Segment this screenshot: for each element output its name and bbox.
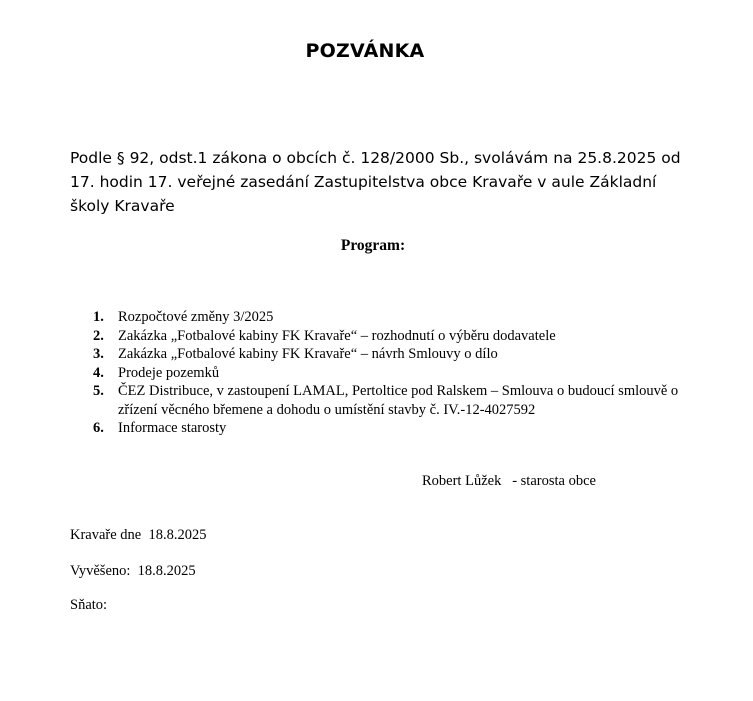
- agenda-item-number: 1.: [93, 309, 104, 325]
- invitation-intro: Podle § 92, odst.1 zákona o obcích č. 128/2000 Sb., svolávám na 25.8.2025 od 17. hodin 17. veřejné zasedání Zastupitelstva obce Kravaře v aule Základní školy Kravaře: [70, 149, 681, 215]
- agenda-item: [88, 382, 688, 419]
- agenda-item-number: 3.: [93, 346, 104, 362]
- agenda-item-number: 5.: [93, 383, 104, 399]
- agenda-item-text: ČEZ Distribuce, v zastoupení LAMAL, Pertoltice pod Ralskem – Smlouva o budoucí smlouvě o zřízení věcného břemene a dohodu o umístění stavby č. IV.-12-4027592: [118, 383, 679, 418]
- agenda-item-text: Prodeje pozemků: [118, 364, 220, 381]
- agenda-item-number: 2.: [93, 327, 104, 344]
- mayor-signature: Robert Lůžek - starosta obce: [422, 473, 596, 489]
- document-title: POZVÁNKA: [305, 40, 425, 62]
- posted-date: Vyvěšeno: 18.8.2025: [70, 563, 196, 579]
- agenda-item-number: 4.: [93, 364, 104, 381]
- agenda-item-text: Zakázka „Fotbalové kabiny FK Kravaře“ – návrh Smlouvy o dílo: [118, 346, 498, 362]
- agenda-item: [88, 327, 688, 346]
- program-heading: Program:: [340, 237, 406, 254]
- agenda-item: [88, 419, 688, 438]
- agenda-item-text: Zakázka „Fotbalové kabiny FK Kravaře“ – rozhodnutí o výběru dodavatele: [118, 327, 556, 344]
- agenda-item: [88, 308, 688, 327]
- agenda-item: [88, 345, 688, 364]
- agenda-item: [88, 364, 688, 383]
- place-date: Kravaře dne 18.8.2025: [70, 527, 207, 543]
- agenda-item-number: 6.: [93, 420, 104, 436]
- removed-date: Sňato:: [70, 597, 108, 613]
- agenda-list: [88, 308, 688, 438]
- agenda-item-text: Rozpočtové změny 3/2025: [118, 309, 274, 325]
- agenda-item-text: Informace starosty: [118, 420, 227, 436]
